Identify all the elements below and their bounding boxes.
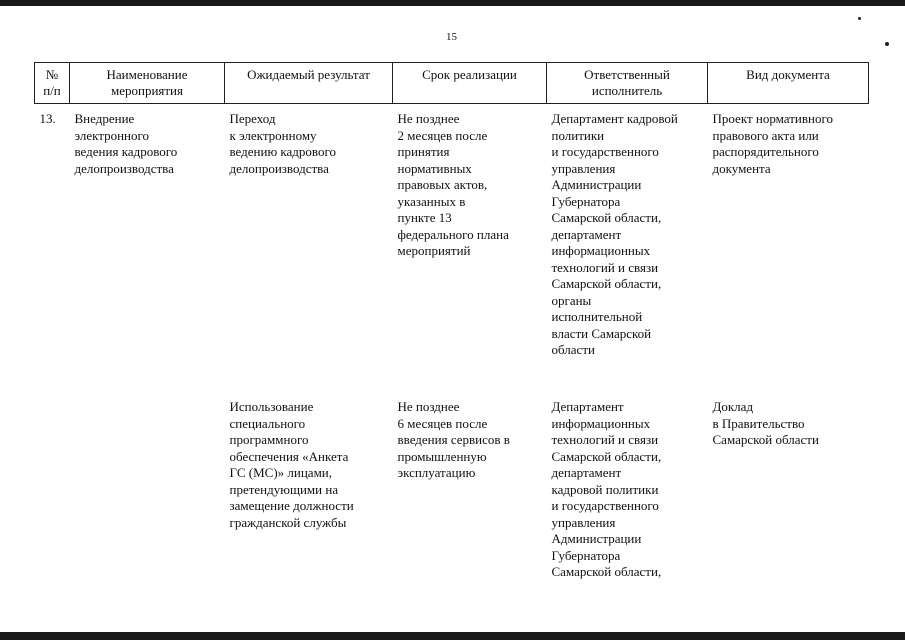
table-header-row: [35, 63, 869, 104]
cell-name: Внедрение электронного ведения кадрового делопроизводства: [74, 111, 178, 176]
header-deadline: Срок реализации: [393, 63, 547, 104]
cell-result: Использование специального программного обеспечения «Анкета ГС (МС)» лицами, претендующими на замещение должности гражданской службы: [229, 399, 354, 530]
cell-name: [70, 399, 225, 589]
cell-deadline: Не позднее 2 месяцев после принятия нормативных правовых актов, указанных в пункте 13 федерального плана мероприятий: [397, 111, 509, 258]
header-num: № п/п: [35, 63, 70, 104]
measures-table: [34, 62, 869, 589]
scan-edge-top: [0, 0, 905, 6]
cell-result: Переход к электронному ведению кадрового делопроизводства: [229, 111, 336, 176]
page-number: 15: [446, 31, 457, 43]
header-name: Наименование мероприятия: [70, 63, 225, 104]
table-row: [35, 399, 869, 589]
scan-speck: [858, 17, 861, 20]
cell-deadline: Не позднее 6 месяцев после введения сервисов в промышленную эксплуатацию: [397, 399, 510, 480]
cell-num: 13.: [39, 111, 56, 126]
cell-responsible: Департамент кадровой политики и государственного управления Администрации Губернатора Самарской области, департамент информационных технологий и связи Самарской области, органы исполнительной власти Самарской области: [551, 111, 678, 357]
cell-responsible: Департамент информационных технологий и связи Самарской области, департамент кадровой политики и государственного управления Администрации Губернатора Самарской области,: [551, 399, 662, 579]
header-responsible: Ответственный исполнитель: [547, 63, 708, 104]
cell-doc-type: Доклад в Правительство Самарской области: [712, 399, 819, 447]
scan-edge-bottom: [0, 632, 905, 640]
header-result: Ожидаемый результат: [225, 63, 393, 104]
cell-doc-type: Проект нормативного правового акта или распорядительного документа: [712, 111, 833, 176]
cell-num: [35, 399, 70, 589]
header-doc-type: Вид документа: [708, 63, 869, 104]
scan-speck: [885, 42, 889, 46]
table-row: [35, 104, 869, 400]
